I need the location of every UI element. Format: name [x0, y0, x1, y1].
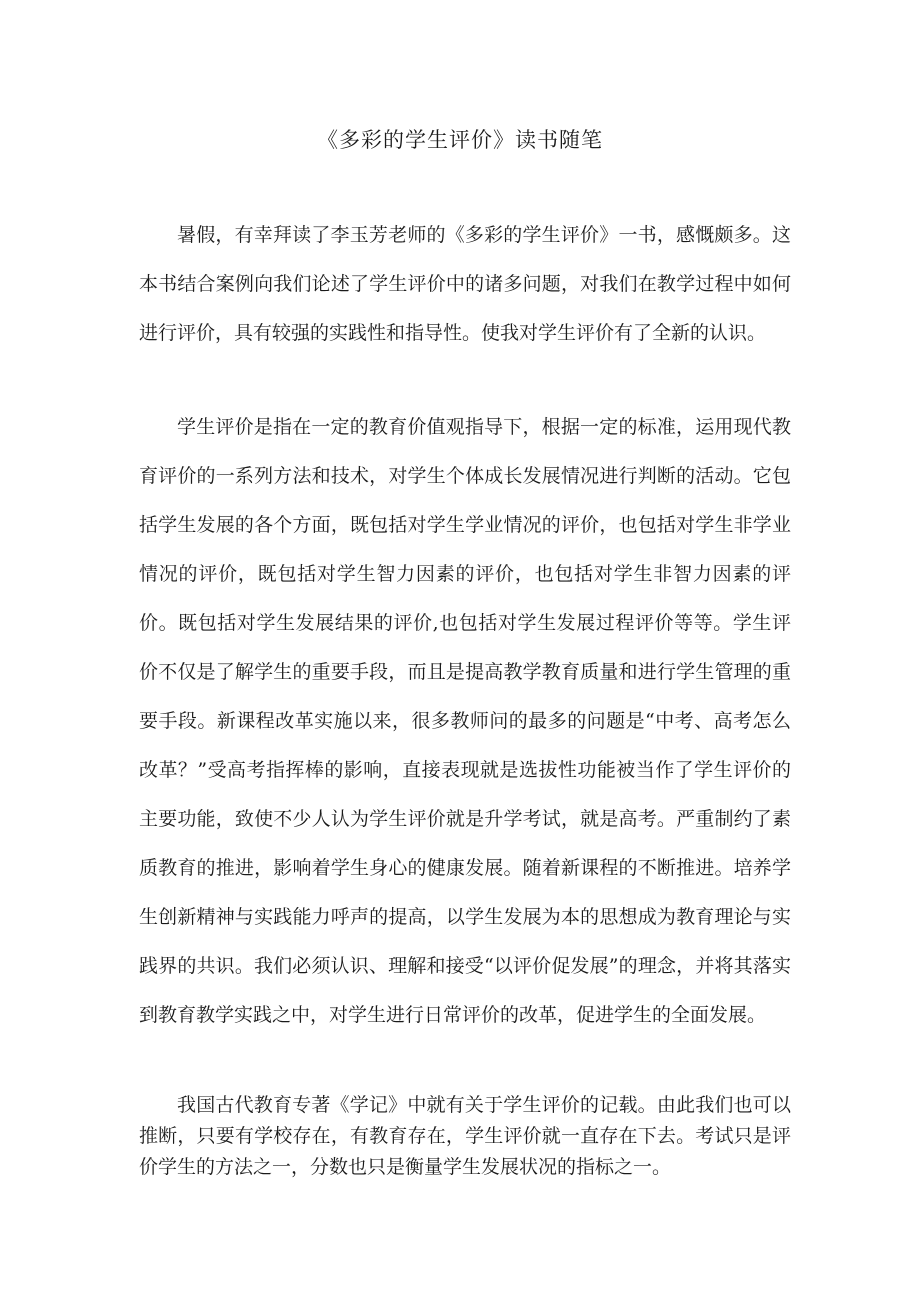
paragraph-3: 我国古代教育专著《学记》中就有关于学生评价的记载。由此我们也可以推断，只要有学校存在，有教育存在，学生评价就一直存在下去。考试只是评价学生的方法之一，分数也只是衡量学生发展状况的指标之一。: [139, 1094, 791, 1178]
paragraph-2: 学生评价是指在一定的教育价值观指导下，根据一定的标准，运用现代教育评价的一系列方法和技术，对学生个体成长发展情况进行判断的活动。它包括学生发展的各个方面，既包括对学生学业情况的评价，也包括对学生非学业情况的评价，既包括对学生智力因素的评价，也包括对学生非智力因素的评价。既包括对学生发展结果的评价,也包括对学生发展过程评价等等。学生评价不仅是了解学生的重要手段，而且是提高教学教育质量和进行学生管理的重要手段。新课程改革实施以来，很多教师问的最多的问题是“中考、高考怎么改革？”受高考指挥棒的影响，直接表现就是选拔性功能被当作了学生评价的主要功能，致使不少人认为学生评价就是升学考试，就是高考。严重制约了素质教育的推进，影响着学生身心的健康发展。随着新课程的不断推进。培养学生创新精神与实践能力呼声的提高，以学生发展为本的思想成为教育理论与实践界的共识。我们必须认识、理解和接受“以评价促发展”的理念，并将其落实到教育教学实践之中，对学生进行日常评价的改革，促进学生的全面发展。: [139, 416, 791, 1026]
document-title: 《多彩的学生评价》读书随笔: [317, 128, 603, 152]
paragraph-1: 暑假，有幸拜读了李玉芳老师的《多彩的学生评价》一书，感慨颇多。这本书结合案例向我们论述了学生评价中的诸多问题，对我们在教学过程中如何进行评价，具有较强的实践性和指导性。使我对学生评价有了全新的认识。: [139, 224, 791, 344]
